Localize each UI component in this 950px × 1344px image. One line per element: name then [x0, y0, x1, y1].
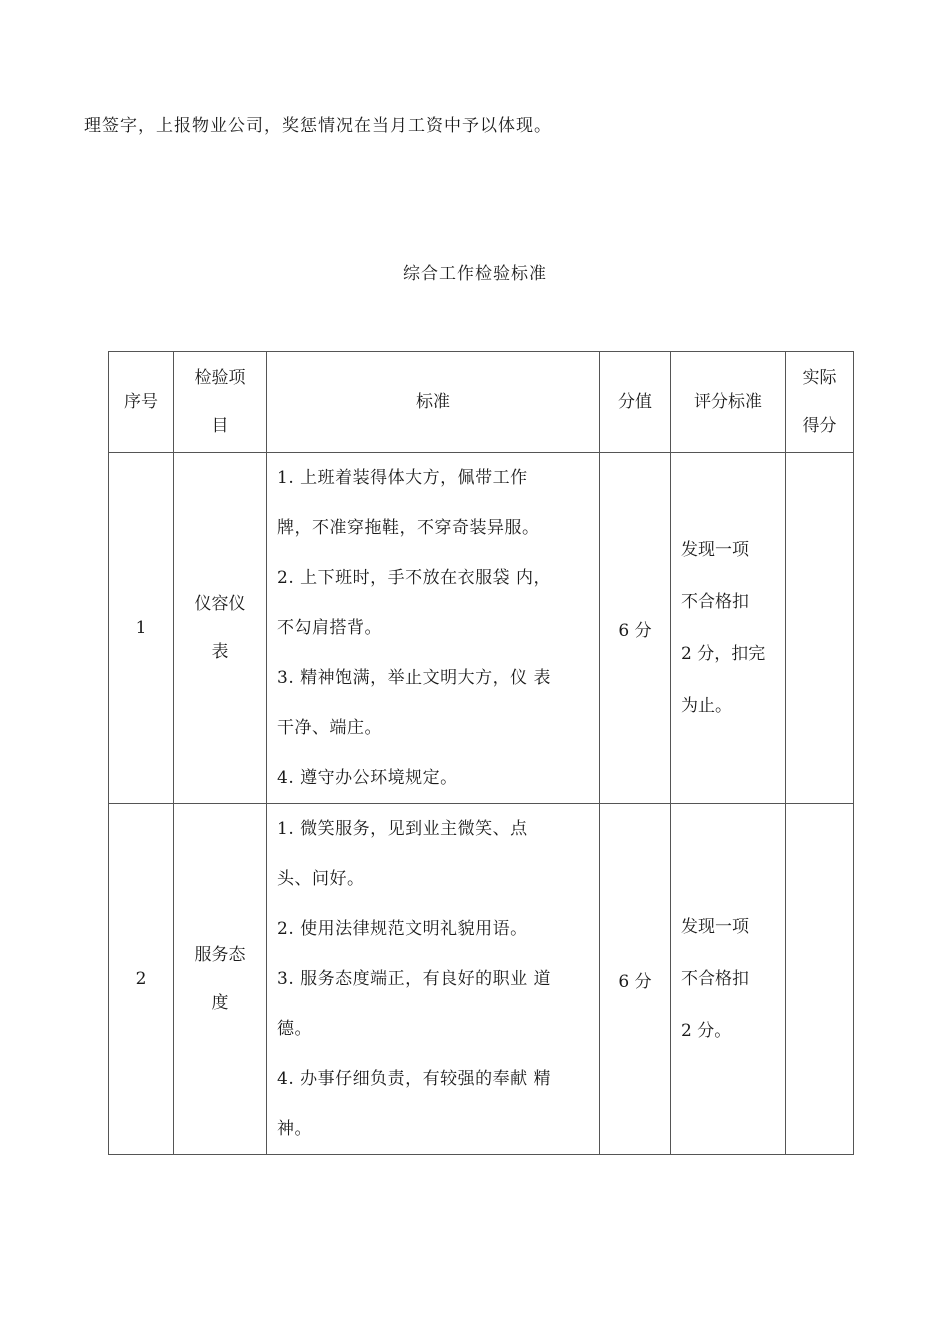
- table-row: [109, 453, 854, 804]
- header-item-line2: 目: [211, 416, 229, 436]
- rule-line: 2 分。: [681, 1021, 732, 1041]
- standard-line: 神。: [277, 1119, 312, 1139]
- header-item: [174, 352, 267, 453]
- row-item-line1: 仪容仪: [194, 594, 246, 614]
- header-actual-line2: 得分: [802, 416, 837, 436]
- rule-line: 2 分，扣完: [681, 644, 766, 664]
- standard-line: 1. 上班着装得体大方，佩带工作: [277, 468, 528, 488]
- inspection-standards-table: [108, 351, 854, 1155]
- standard-line: 4. 遵守办公环境规定。: [277, 768, 458, 788]
- rule-line: 不合格扣: [681, 592, 749, 612]
- rule-line: 为止。: [681, 696, 732, 716]
- standard-line: 4. 办事仔细负责，有较强的奉献 精: [277, 1069, 552, 1089]
- row-score: 6 分: [600, 804, 671, 1155]
- row-item-line1: 服务态: [194, 945, 246, 965]
- standard-line: 2. 上下班时，手不放在衣服袋 内，: [277, 568, 552, 588]
- rule-line: 不合格扣: [681, 969, 749, 989]
- standard-line: 不勾肩搭背。: [277, 618, 382, 638]
- row-actual-score[interactable]: [786, 453, 854, 804]
- header-item-line1: 检验项: [194, 368, 246, 388]
- rule-line: 发现一项: [681, 917, 749, 937]
- row-seq: 2: [109, 804, 174, 1155]
- standard-line: 3. 服务态度端正，有良好的职业 道: [277, 969, 552, 989]
- row-item-line2: 表: [211, 642, 229, 662]
- standard-line: 干净、端庄。: [277, 718, 382, 738]
- standard-line: 头、问好。: [277, 869, 365, 889]
- header-score: 分值: [600, 352, 671, 453]
- header-rule: 评分标准: [671, 352, 786, 453]
- row-actual-score[interactable]: [786, 804, 854, 1155]
- row-item: [174, 453, 267, 804]
- standard-line: 牌，不准穿拖鞋，不穿奇装异服。: [277, 518, 540, 538]
- row-standard: [267, 453, 600, 804]
- row-seq: 1: [109, 453, 174, 804]
- table-header-row: [109, 352, 854, 453]
- header-actual: [786, 352, 854, 453]
- row-item: [174, 804, 267, 1155]
- intro-paragraph: 理签字，上报物业公司，奖惩情况在当月工资中予以体现。: [84, 116, 552, 136]
- row-standard: [267, 804, 600, 1155]
- table-title: 综合工作检验标准: [403, 264, 547, 284]
- row-item-line2: 度: [211, 993, 229, 1013]
- row-score: 6 分: [600, 453, 671, 804]
- header-actual-line1: 实际: [802, 368, 837, 388]
- standard-line: 2. 使用法律规范文明礼貌用语。: [277, 919, 528, 939]
- standard-line: 1. 微笑服务，见到业主微笑、点: [277, 819, 528, 839]
- row-rule: [671, 453, 786, 804]
- standard-line: 3. 精神饱满，举止文明大方，仪 表: [277, 668, 552, 688]
- header-seq: 序号: [109, 352, 174, 453]
- rule-line: 发现一项: [681, 540, 749, 560]
- row-rule: [671, 804, 786, 1155]
- table-row: [109, 804, 854, 1155]
- standard-line: 德。: [277, 1019, 312, 1039]
- header-standard: 标准: [267, 352, 600, 453]
